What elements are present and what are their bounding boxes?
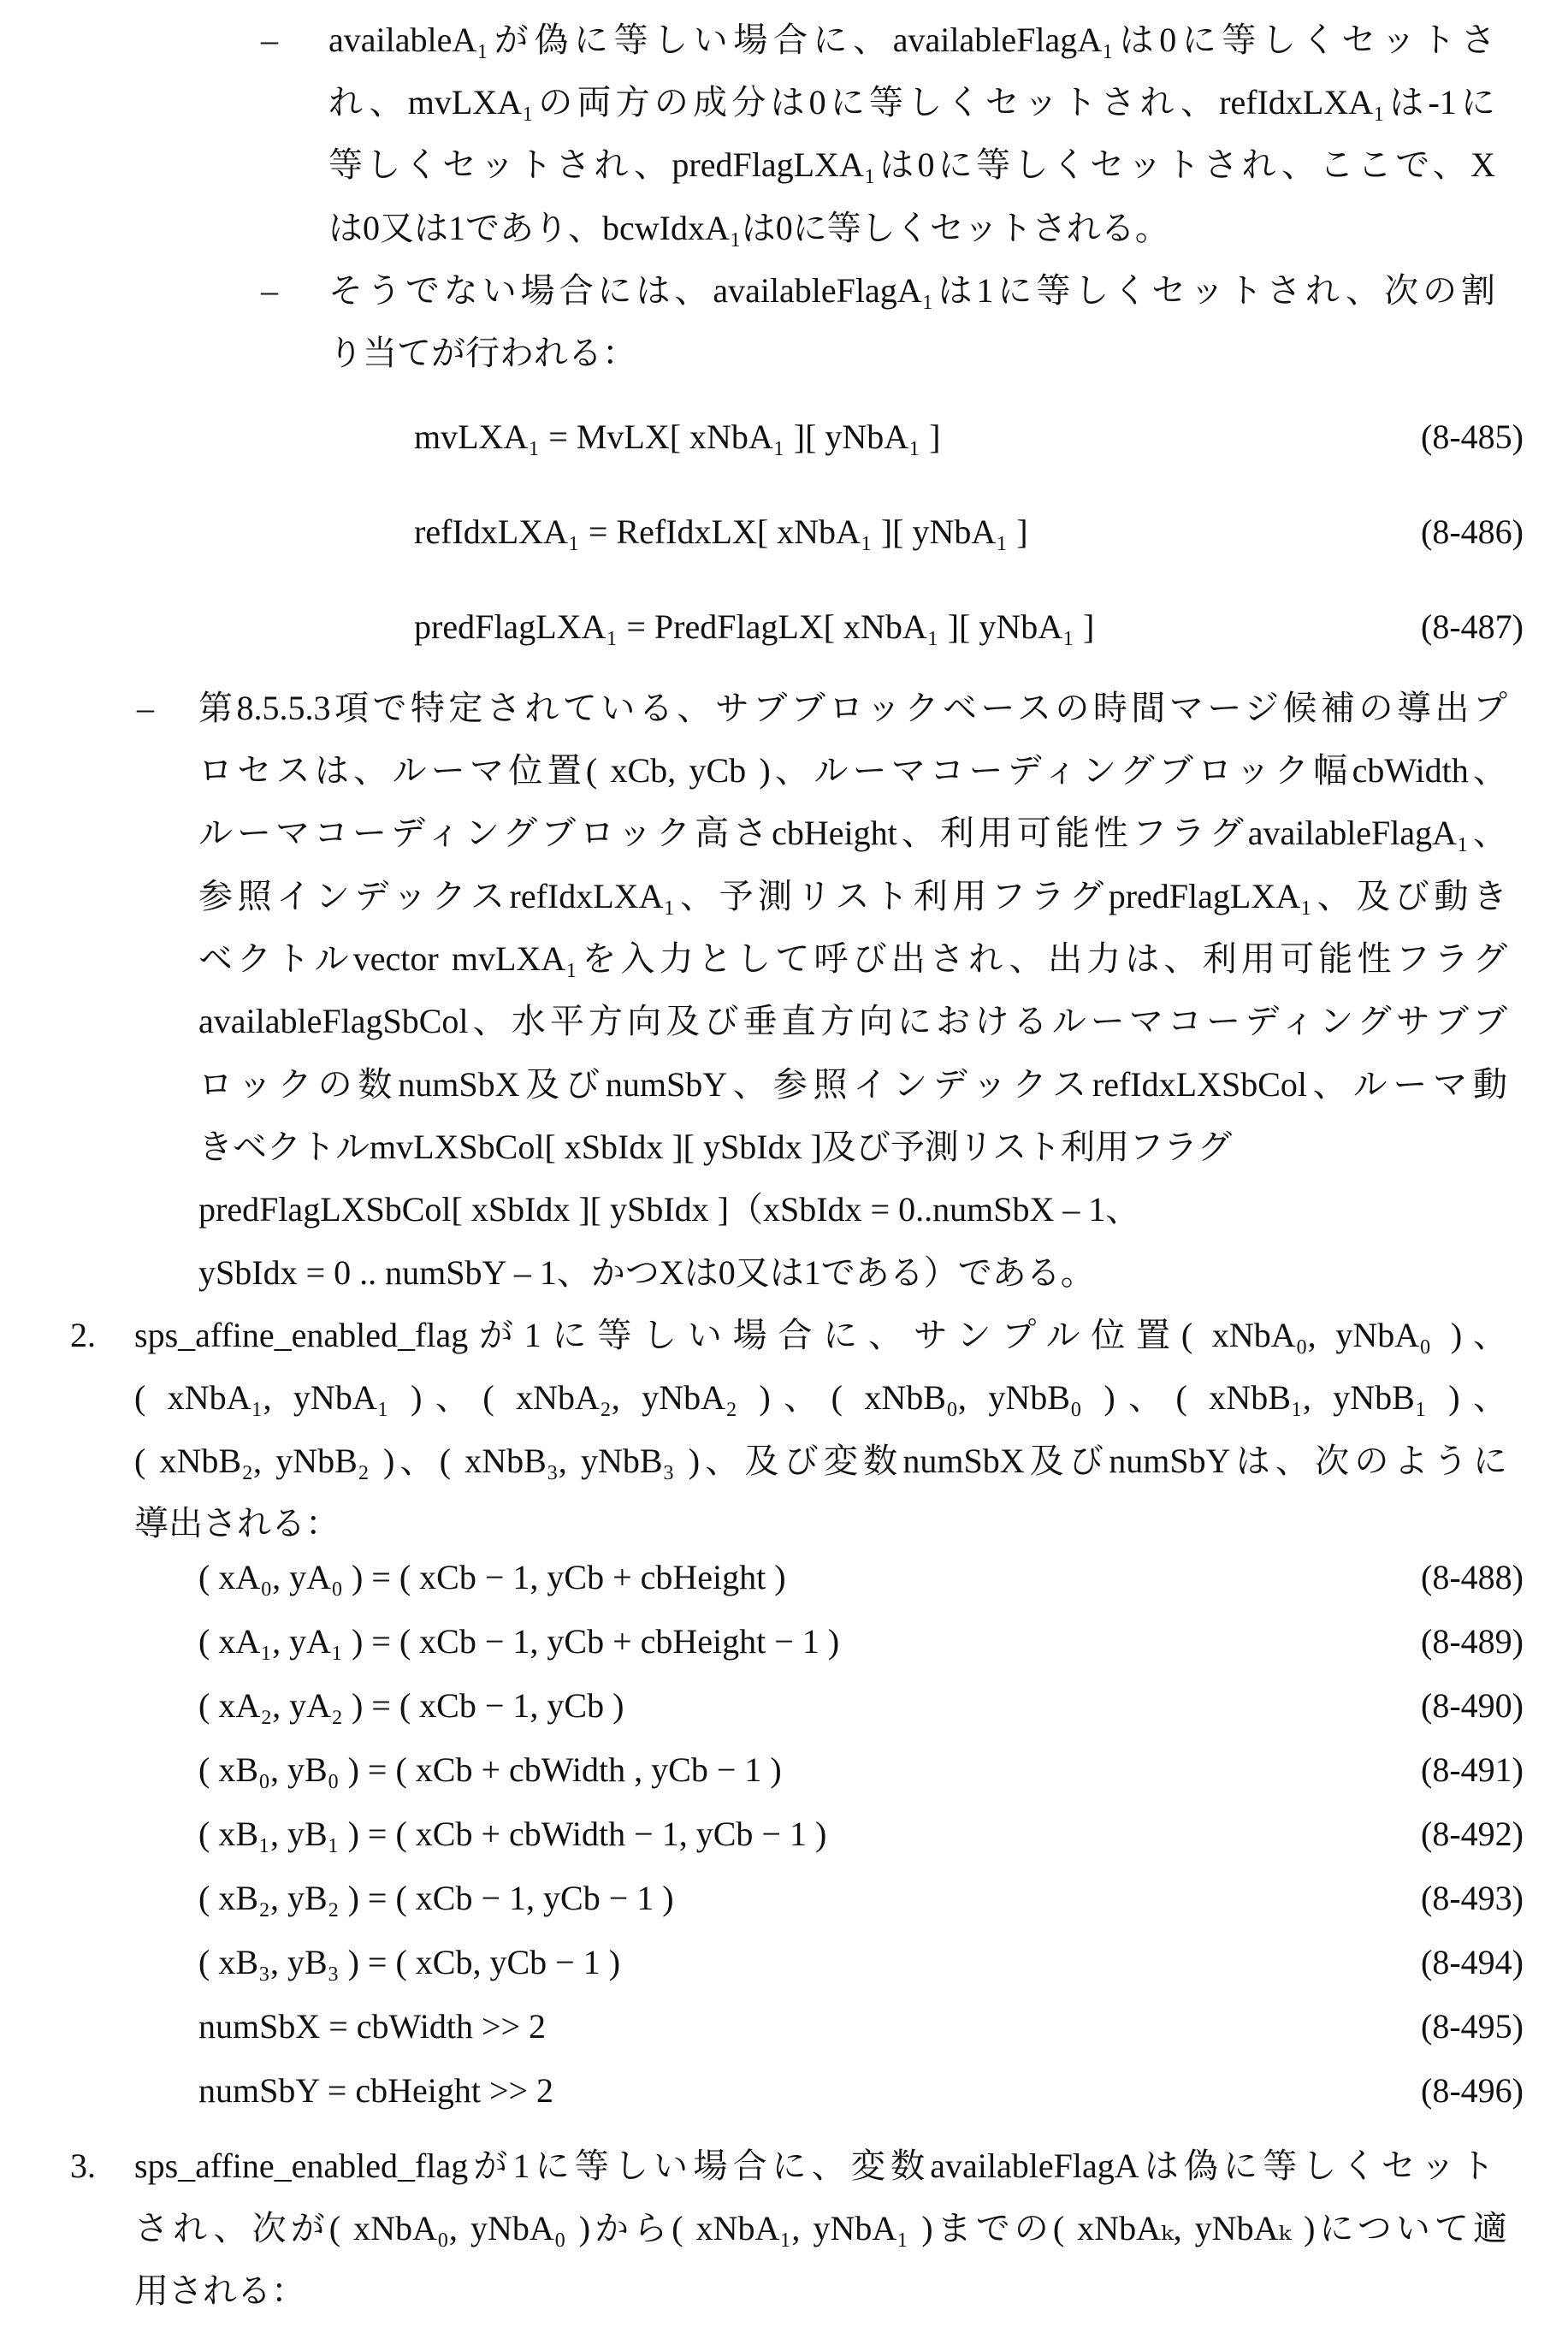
- equation-number: (8-485): [1421, 416, 1524, 459]
- equation-number: (8-495): [1421, 2005, 1524, 2048]
- equation-number: (8-487): [1421, 606, 1524, 648]
- text-line: predFlagLXSbCol[ xSbIdx ][ ySbIdx ]（xSbIdx = 0..numSbX – 1、: [198, 1188, 1139, 1231]
- equation: ( xB₁, yB₁ ) = ( xCb + cbWidth − 1, yCb − 1 ): [198, 1813, 826, 1856]
- bullet-dash: –: [261, 269, 278, 312]
- equation: mvLXA₁ = MvLX[ xNbA₁ ][ yNbA₁ ]: [414, 416, 940, 459]
- equation-number: (8-494): [1421, 1941, 1524, 1984]
- equation: ( xB₀, yB₀ ) = ( xCb + cbWidth , yCb − 1 ): [198, 1749, 782, 1791]
- text-line: きベクトルmvLXSbCol[ xSbIdx ][ ySbIdx ]及び予測リスト利用フラグ: [198, 1126, 1232, 1169]
- bullet-dash: –: [261, 19, 278, 62]
- equation-number: (8-490): [1421, 1685, 1524, 1727]
- text-line: ロセスは、ルーマ位置( xCb, yCb )、ルーマコーディングブロック幅cbWidth、: [198, 749, 1507, 792]
- text-line: availableFlagSbCol、水平方向及び垂直方向におけるルーマコーディングサブブ: [198, 1000, 1507, 1043]
- equation: predFlagLXA₁ = PredFlagLX[ xNbA₁ ][ yNbA₁ ]: [414, 606, 1094, 648]
- equation-number: (8-486): [1421, 511, 1524, 554]
- text-line: れ、mvLXA₁の両方の成分は0に等しくセットされ、refIdxLXA₁は-1に: [328, 81, 1495, 124]
- text-line: 参照インデックスrefIdxLXA₁、予測リスト利用フラグpredFlagLXA₁、及び動き: [198, 875, 1507, 918]
- equation: ( xA₂, yA₂ ) = ( xCb − 1, yCb ): [198, 1685, 624, 1727]
- text-line: ySbIdx = 0 .. numSbY – 1、かつXは0又は1である）である。: [198, 1252, 1095, 1294]
- text-line: り当てが行われる：: [328, 332, 636, 375]
- text-line: 等しくセットされ、predFlagLXA₁は0に等しくセットされ、ここで、X: [328, 144, 1495, 187]
- equation: numSbY = cbHeight >> 2: [198, 2070, 553, 2112]
- equation-number: (8-496): [1421, 2070, 1524, 2112]
- text-line: 第8.5.5.3項で特定されている、サブブロックベースの時間マージ候補の導出プ: [198, 687, 1507, 730]
- text-line: sps_affine_enabled_flagが1に等しい場合に、変数availableFlagAは偽に等しくセット: [134, 2145, 1494, 2188]
- equation: ( xA₀, yA₀ ) = ( xCb − 1, yCb + cbHeight ): [198, 1556, 786, 1599]
- text-line: そうでない場合には、availableFlagA₁は1に等しくセットされ、次の割: [328, 269, 1495, 312]
- text-line: ルーマコーディングブロック高さcbHeight、利用可能性フラグavailableFlagA₁、: [198, 812, 1507, 855]
- equation-number: (8-491): [1421, 1749, 1524, 1791]
- equation-number: (8-492): [1421, 1813, 1524, 1856]
- equation: ( xA₁, yA₁ ) = ( xCb − 1, yCb + cbHeight − 1 ): [198, 1620, 839, 1663]
- text-line: ( xNbA₁, yNbA₁ )、( xNbA₂, yNbA₂ )、( xNbB₀, yNbB₀ )、( xNbB₁, yNbB₁ )、: [134, 1377, 1507, 1419]
- equation-number: (8-489): [1421, 1620, 1524, 1663]
- equation: ( xB₂, yB₂ ) = ( xCb − 1, yCb − 1 ): [198, 1877, 674, 1920]
- text-line: され、次が( xNbA₀, yNbA₀ )から( xNbA₁, yNbA₁ )までの( xNbAₖ, yNbAₖ )について適: [134, 2207, 1507, 2250]
- equation-number: (8-493): [1421, 1877, 1524, 1920]
- item-number: 2.: [70, 1314, 96, 1357]
- text-line: 導出される：: [134, 1502, 340, 1545]
- equation: ( xB₃, yB₃ ) = ( xCb, yCb − 1 ): [198, 1941, 620, 1984]
- item-number: 3.: [70, 2145, 96, 2188]
- text-line: ( xNbB₂, yNbB₂ )、( xNbB₃, yNbB₃ )、及び変数numSbX及びnumSbYは、次のように: [134, 1440, 1507, 1483]
- text-line: sps_affine_enabled_flagが1に等しい場合に、サンプル位置( xNbA₀, yNbA₀ )、: [134, 1314, 1507, 1357]
- text-line: は0又は1であり、bcwIdxA₁は0に等しくセットされる。: [328, 207, 1169, 250]
- text-line: ベクトルvector mvLXA₁を入力として呼び出され、出力は、利用可能性フラグ: [198, 938, 1507, 980]
- text-line: 用される：: [134, 2270, 305, 2312]
- text-line: availableA₁が偽に等しい場合に、availableFlagA₁は0に等しくセットさ: [328, 19, 1495, 62]
- bullet-dash: –: [137, 687, 154, 730]
- equation-number: (8-488): [1421, 1556, 1524, 1599]
- equation: refIdxLXA₁ = RefIdxLX[ xNbA₁ ][ yNbA₁ ]: [414, 511, 1028, 554]
- text-line: ロックの数numSbX及びnumSbY、参照インデックスrefIdxLXSbCol、ルーマ動: [198, 1063, 1507, 1106]
- equation: numSbX = cbWidth >> 2: [198, 2005, 546, 2048]
